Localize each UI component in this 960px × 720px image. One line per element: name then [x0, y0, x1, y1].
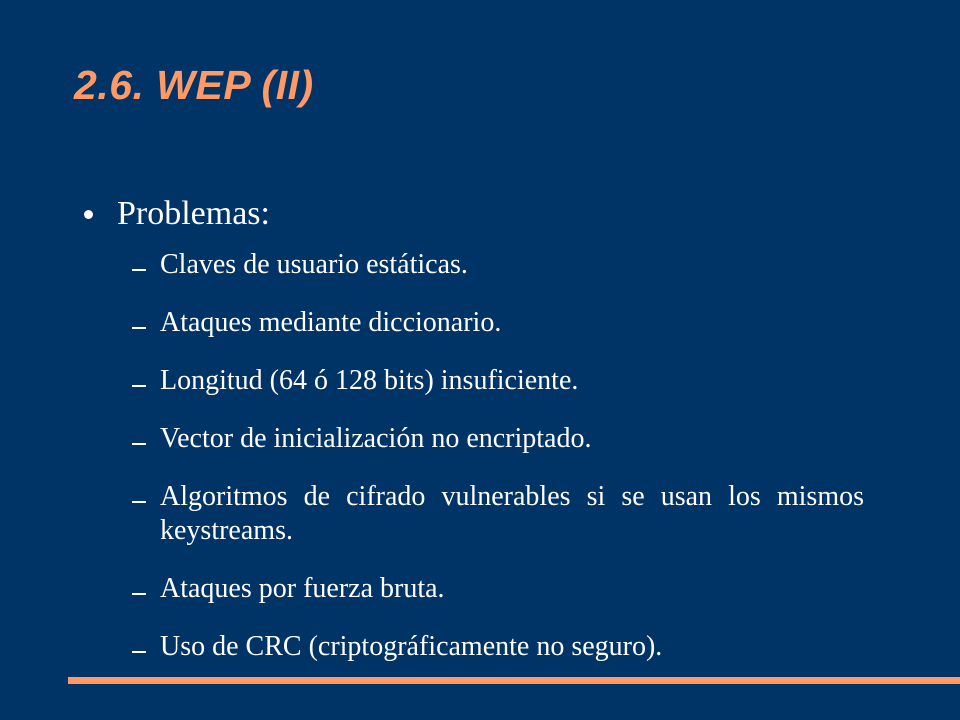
dash-bullet-icon [132, 443, 146, 445]
dash-bullet-icon [132, 327, 146, 329]
list-item-text: Uso de CRC (criptográficamente no seguro). [160, 631, 663, 662]
bullet-dot-icon [84, 210, 93, 219]
list-item-text: Claves de usuario estáticas. [160, 249, 468, 280]
slide-content [84, 192, 864, 688]
dash-bullet-icon [132, 501, 146, 503]
sub-bullet-list [84, 248, 864, 664]
footer-accent-rule [68, 677, 960, 684]
dash-bullet-icon [132, 269, 146, 271]
dash-bullet-icon [132, 385, 146, 387]
list-item [132, 630, 864, 664]
bullet-problemas [84, 192, 864, 236]
list-item [132, 248, 864, 282]
dash-bullet-icon [132, 651, 146, 653]
dash-bullet-icon [132, 593, 146, 595]
slide-title: 2.6. WEP (II) [74, 62, 314, 108]
list-item [132, 480, 864, 548]
list-item-text: Longitud (64 ó 128 bits) insuficiente. [160, 365, 579, 396]
bullet-label: Problemas: [117, 195, 270, 232]
list-item [132, 306, 864, 340]
list-item-text: Vector de inicialización no encriptado. [160, 423, 592, 454]
list-item-text: Algoritmos de cifrado vulnerables si se usan los mismos keystreams. [160, 481, 864, 546]
list-item [132, 364, 864, 398]
list-item [132, 422, 864, 456]
list-item-text: Ataques mediante diccionario. [160, 307, 502, 338]
list-item [132, 572, 864, 606]
list-item-text: Ataques por fuerza bruta. [160, 573, 445, 604]
